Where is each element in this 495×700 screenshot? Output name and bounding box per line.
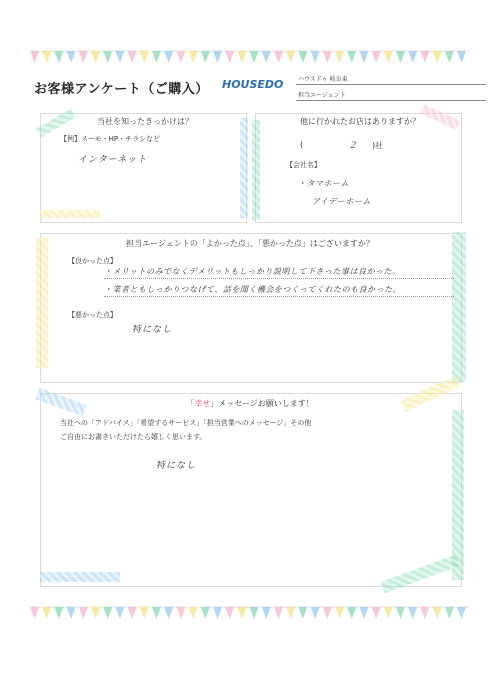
housedo-logo: HOUSEDO — [222, 78, 284, 91]
bunting-flag — [189, 51, 198, 63]
bunting-flag — [250, 51, 259, 63]
bunting-flag — [396, 607, 405, 619]
bunting-flag — [372, 51, 381, 63]
bunting-flag — [91, 607, 100, 619]
question-agent-feedback: 担当エージェントの「よかった点」、「悪かった点」はございますか？ — [126, 239, 374, 248]
bunting-flag — [286, 51, 295, 63]
bunting-flag — [420, 51, 429, 63]
bunting-flag — [323, 607, 332, 619]
bunting-flag — [140, 51, 149, 63]
bunting-flag — [250, 607, 259, 619]
bunting-flag — [384, 607, 393, 619]
message-open-bracket: 「 — [186, 399, 195, 408]
bunting-flag — [298, 607, 307, 619]
company-name: ・タマホーム — [298, 179, 349, 188]
store-count-suffix: )社 — [372, 141, 384, 150]
bunting-flag — [128, 607, 137, 619]
bunting-flag — [115, 51, 124, 63]
bunting-flag — [359, 607, 368, 619]
source-answer: インターネット — [78, 155, 148, 165]
bunting-flag — [347, 607, 356, 619]
bunting-flag — [286, 607, 295, 619]
store-label: ハウスドゥ 岐阜東 — [298, 76, 348, 83]
bunting-flag — [67, 51, 76, 63]
survey-title: お客様アンケート（ご購入） — [34, 82, 209, 97]
bunting-flag — [79, 607, 88, 619]
tape-decoration — [240, 118, 248, 218]
source-example: 【例】スーモ・HP・チラシなど — [60, 135, 161, 143]
happiness-highlight: 幸せ — [194, 399, 211, 408]
company-label: 【会社名】 — [286, 161, 321, 169]
bunting-flag — [140, 607, 149, 619]
good-points-label: 【良かった点】 — [68, 257, 117, 265]
bunting-flag — [298, 51, 307, 63]
count-open-paren: ( — [300, 140, 304, 149]
bunting-flag — [408, 51, 417, 63]
bunting-flag — [433, 607, 442, 619]
bunting-flag — [103, 51, 112, 63]
answer-line — [104, 278, 454, 279]
tape-decoration — [452, 232, 466, 382]
bunting-flag — [433, 51, 442, 63]
bunting-flag — [457, 51, 466, 63]
bunting-flag — [42, 607, 51, 619]
bunting-flag — [237, 51, 246, 63]
answer-line — [104, 296, 454, 297]
bunting-flag — [54, 607, 63, 619]
bunting-flag — [311, 607, 320, 619]
bunting-flag — [79, 51, 88, 63]
bunting-flag — [323, 51, 332, 63]
bunting-flag — [115, 607, 124, 619]
bunting-flag — [311, 51, 320, 63]
bunting-flag — [408, 607, 417, 619]
store-line — [296, 84, 486, 85]
agent-line — [296, 100, 486, 101]
tape-decoration — [36, 238, 48, 368]
bunting-flag — [274, 607, 283, 619]
bunting-flag — [213, 607, 222, 619]
bunting-flag — [347, 51, 356, 63]
good-point-line: ・メリットのみでなくデメリットもしっかり説明して下さった事は良かった。 — [104, 267, 401, 276]
bunting-flag — [91, 51, 100, 63]
bunting-flag — [164, 607, 173, 619]
question-other-stores: 他に行かれたお店はありますか？ — [300, 117, 420, 126]
message-instruction: 当社への「アドバイス」「希望するサービス」「担当営業へのメッセージ」その他 — [60, 419, 312, 427]
bunting-flag — [67, 607, 76, 619]
bunting-flag — [201, 51, 210, 63]
bunting-flag — [213, 51, 222, 63]
bunting-flag — [176, 51, 185, 63]
tape-decoration — [40, 210, 100, 218]
question-box-source — [40, 113, 247, 223]
bunting-flag — [30, 607, 39, 619]
bunting-flag — [152, 51, 161, 63]
message-answer: 特になし — [156, 461, 197, 471]
bunting-flag — [384, 51, 393, 63]
bunting-flag — [335, 51, 344, 63]
bunting-flag — [54, 51, 63, 63]
bunting-bottom-decoration — [30, 606, 470, 622]
good-point-line: ・業者ともしっかりつなげて、話を聞く機会をつくってくれたのも良かった。 — [104, 285, 402, 294]
bunting-flag — [30, 51, 39, 63]
bunting-flag — [457, 607, 466, 619]
agent-label: 担当エージェント — [298, 92, 346, 99]
bunting-flag — [225, 607, 234, 619]
bunting-flag — [152, 607, 161, 619]
bunting-flag — [176, 607, 185, 619]
bunting-flag — [420, 607, 429, 619]
bunting-flag — [103, 607, 112, 619]
bunting-flag — [274, 51, 283, 63]
bunting-flag — [128, 51, 137, 63]
tape-decoration — [252, 120, 260, 220]
bunting-flag — [335, 607, 344, 619]
bunting-flag — [445, 51, 454, 63]
bunting-flag — [189, 607, 198, 619]
bunting-flag — [225, 51, 234, 63]
tape-decoration — [40, 572, 120, 582]
bunting-flag — [372, 607, 381, 619]
question-message — [60, 398, 440, 409]
bunting-flag — [262, 51, 271, 63]
bad-points-label: 【悪かった点】 — [68, 311, 117, 319]
bunting-flag — [42, 51, 51, 63]
store-count: ２ — [348, 141, 359, 151]
question-source: 当社を知ったきっかけは？ — [97, 117, 193, 126]
company-name: アイデーホーム — [312, 197, 371, 206]
bunting-top-decoration — [30, 50, 470, 66]
bunting-flag — [201, 607, 210, 619]
bad-point-answer: 特になし — [132, 325, 173, 335]
bunting-flag — [396, 51, 405, 63]
bunting-flag — [237, 607, 246, 619]
bunting-flag — [164, 51, 173, 63]
bunting-flag — [445, 607, 454, 619]
message-question-rest: 」メッセージお願いします！ — [210, 399, 314, 408]
message-instruction: ご自由にお書きいただけたら嬉しく思います。 — [60, 433, 207, 441]
bunting-flag — [262, 607, 271, 619]
bunting-flag — [359, 51, 368, 63]
